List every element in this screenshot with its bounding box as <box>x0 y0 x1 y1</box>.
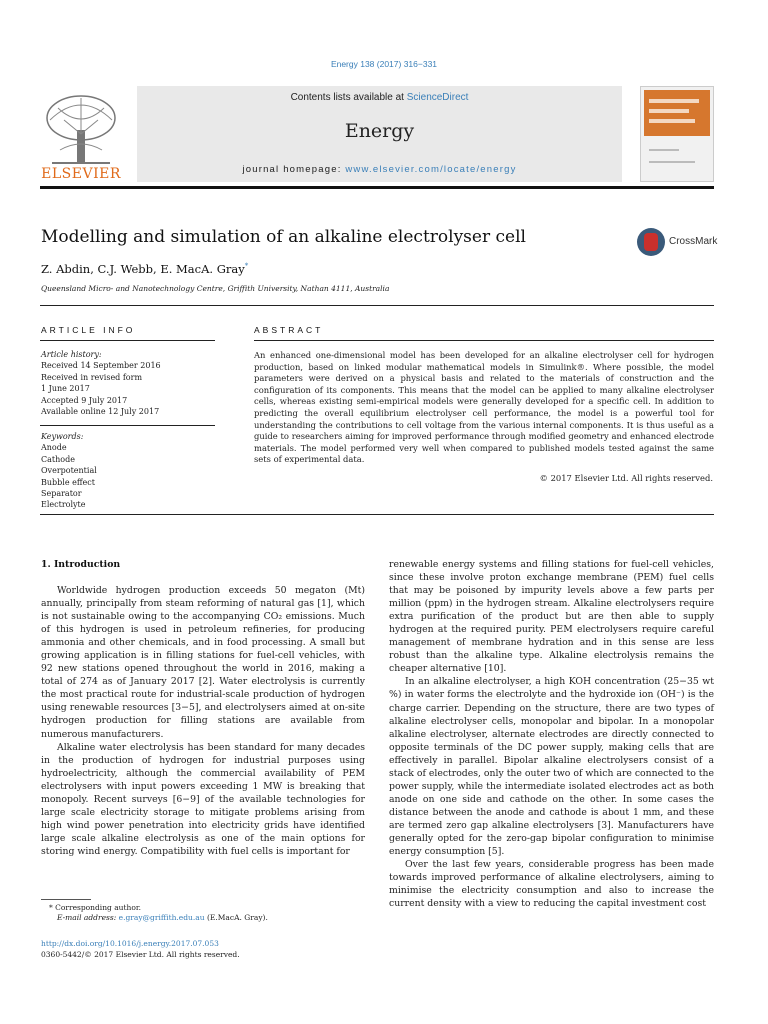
paragraph: Worldwide hydrogen production exceeds 50 megaton (Mt) annually, principally from steam reforming of natural gas [1], which is not sustainable owing to the accompanying CO₂ emissions. Much of this hydrogen is used in petroleum refineries, for producing ammonia and other chemicals, and in food processing. A small but growing application is in filling stations for fuel-cell vehicles, with 92 new stations opened throughout the world in 2016, making a total of 274 as of January 2017 [2]. Water electrolysis is currently the most practical route for industrial-scale production of hydrogen using renewable resources [3−5], and electrolysers aimed at on-site hydrogen production for filling stations are available from numerous manufacturers. <box>41 585 365 740</box>
paragraph: Over the last few years, considerable progress has been made towards improved performance of alkaline electrolysers, aiming to minimise the electricity consumption and also to increase the current density with a view to reducing the capital investment cost <box>389 859 714 910</box>
paragraph: renewable energy systems and filling stations for fuel-cell vehicles, since these involve proton exchange membrane (PEM) fuel cells that may be poisoned by impurity levels above a few parts per million (ppm) in the hydrogen stream. Alkaline electrolysers require extra purification of the product but are then able to supply hydrogen at the required purity. PEM electrolysers require careful management of membrane hydration and in this sense are less robust than the alkaline type. Alkaline electrolysis remains the cheaper alternative [10]. <box>389 559 714 675</box>
doi-link[interactable]: http://dx.doi.org/10.1016/j.energy.2017.07.053 <box>41 939 219 948</box>
title-rule <box>40 305 714 306</box>
email-note: E-mail address: e.gray@griffith.edu.au (E.MacA. Gray). <box>57 913 268 922</box>
journal-name: Energy <box>344 120 415 142</box>
crossmark-icon <box>637 228 665 256</box>
contents-line: Contents lists available at ScienceDirect <box>290 92 469 103</box>
paragraph: In an alkaline electrolyser, a high KOH concentration (25−35 wt %) in water forms the electrolyte and the hydroxide ion (OH⁻) is the charge carrier. Depending on the structure, there are two types of alkaline electrolyser cells, monopolar and bipolar. In a monopolar alkaline electrolyser, alternate electrodes are directly connected to opposite terminals of the DC power supply, making cells that are effectively in parallel. Bipolar alkaline electrolysers consist of a stack of electrodes, only the outer two of which are connected to the power supply, while the intermediate isolated electrodes act as both anode on one side and cathode on the other. In some cases the distance between the anode and cathode is about 1 mm, and these are termed zero gap alkaline electrolysers [3]. Manufacturers have generally opted for the zero-gap bipolar configuration to minimise energy consumption [5]. <box>389 676 715 858</box>
abstract-rule <box>254 340 714 341</box>
paragraph: Alkaline water electrolysis has been standard for many decades in the production of hydrogen for industrial purposes using hydroelectricity, although the commercial availability of PEM electrolysers with input powers exceeding 1 MW is breaking that monopoly. Recent surveys [6−9] of the available technologies for large scale electricity storage to mitigate problems arising from high wind power penetration into electricity grids have identified large scale alkaline electrolysis as one of the main options for storing wind energy. Compatibility with fuel cells is important for <box>41 741 365 857</box>
issn-copyright: 0360-5442/© 2017 Elsevier Ltd. All rights reserved. <box>41 950 240 959</box>
corresponding-author-mark[interactable]: * <box>244 262 249 271</box>
crossmark-badge[interactable] <box>637 228 717 260</box>
keywords-list: Keywords: Anode Cathode Overpotential Bubble effect Separator Electrolyte <box>41 432 97 510</box>
journal-cover-thumbnail[interactable] <box>640 86 714 182</box>
section-heading-introduction: 1. Introduction <box>41 559 121 570</box>
affiliation: Queensland Micro- and Nanotechnology Centre, Griffith University, Nathan 4111, Australia <box>41 284 390 293</box>
sciencedirect-link[interactable]: ScienceDirect <box>406 92 469 103</box>
email-link[interactable]: e.gray@griffith.edu.au <box>118 913 205 922</box>
footnote-rule <box>41 899 91 900</box>
article-info-rule <box>40 340 215 341</box>
crossmark-label: CrossMark <box>669 236 718 247</box>
author-list: Z. Abdin, C.J. Webb, E. MacA. Gray* <box>41 262 249 276</box>
homepage-link[interactable]: www.elsevier.com/locate/energy <box>345 164 517 175</box>
article-info-heading: ARTICLE INFO <box>41 325 136 335</box>
body-left-column <box>41 584 365 858</box>
abstract-copyright: © 2017 Elsevier Ltd. All rights reserved. <box>539 473 713 483</box>
abstract-heading: ABSTRACT <box>254 325 324 335</box>
keywords-rule <box>40 425 215 426</box>
body-right-column <box>389 558 714 910</box>
journal-homepage: journal homepage: www.elsevier.com/locate/energy <box>242 164 517 175</box>
article-history: Article history: Received 14 September 2016 Received in revised form 1 June 2017 Accepted 9 July 2017 Available online 12 July 2017 <box>41 350 161 417</box>
corresponding-author-note: * Corresponding author. <box>49 903 142 912</box>
abstract-end-rule <box>40 514 714 515</box>
masthead-rule <box>40 186 714 189</box>
publisher-wordmark: ELSEVIER <box>41 166 121 182</box>
abstract-text: An enhanced one-dimensional model has been developed for an alkaline electrolyser cell for hydrogen production, based on linked modular mathematical models in Simulink®. Where possible, the model parameters were derived on a physical basis and related to the materials of construction and the configuration of its components. This means that the model can be applied to many alkaline electrolyser cells, whereas existing semi-empirical models were generally developed for a specific cell. In addition to predicting the overall equilibrium electrolyser cell performance, the model is a powerful tool for understanding the contributions to cell voltage from the various internal components. It is thus useful as a guide to researchers aiming for improved performance through modified geometry and enhanced electrode materials. The model performed very well when compared to published models tested against the same sets of experimental data. <box>254 350 714 465</box>
journal-citation[interactable]: Energy 138 (2017) 316−331 <box>330 59 438 69</box>
article-title: Modelling and simulation of an alkaline electrolyser cell <box>41 227 526 247</box>
